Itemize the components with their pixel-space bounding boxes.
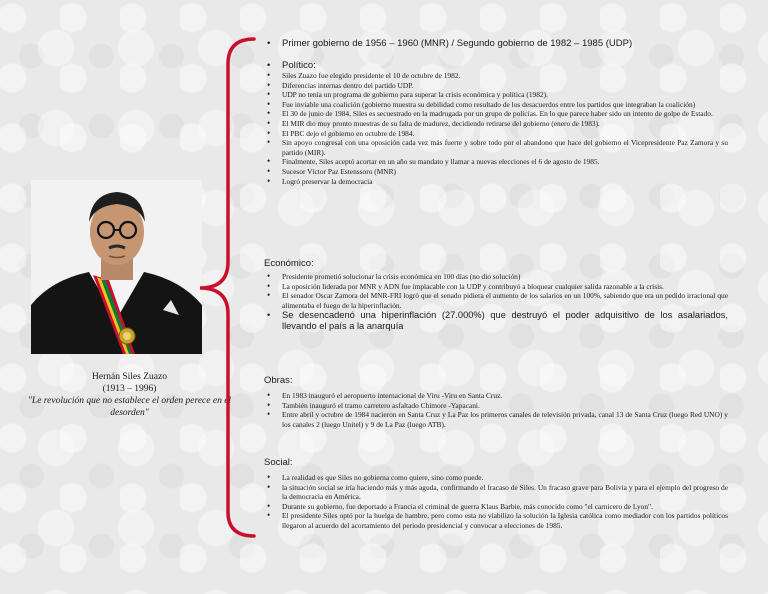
politico-title: • Político: xyxy=(258,60,728,71)
politico-item: • UDP no tenía un programa de gobierno para superar la crisis económica y política (1982). xyxy=(258,90,728,100)
politico-list xyxy=(258,71,728,186)
obras-section xyxy=(258,375,728,429)
social-item: • La realidad es que Siles no gobierna como quiere, sino como puede. xyxy=(258,473,728,483)
economico-list xyxy=(258,272,728,332)
economico-section xyxy=(258,258,728,332)
economico-title: Económico: xyxy=(264,258,314,269)
obras-item: • También inauguró el tramo carretero asfaltado Chimore -Yapacani. xyxy=(258,401,728,411)
politico-item: • El PBC dejo el gobierno en octubre de 1984. xyxy=(258,129,728,139)
politico-item: • Fue inviable una coalición (gobierno muestra su debilidad como resultado de los desacuerdos entre los partidos que integraban la coalición) xyxy=(258,100,728,110)
person-quote: "Le revolución que no establece el orden perece en el desorden" xyxy=(27,396,232,418)
politico-item: • Diferencias internas dentro del partido UDP. xyxy=(258,81,728,91)
politico-item: • El 30 de junio de 1984, Siles es secuestrado en la madrugada por un grupo de policías. En lo que parece haber sido un intento de golpe de Estado. xyxy=(258,109,728,119)
social-list xyxy=(258,473,728,531)
politico-item: • Sucesor Víctor Paz Estenssoro (MNR) xyxy=(258,167,728,177)
politico-section xyxy=(258,60,728,186)
economico-item: • Se desencadenó una hiperinflación (27.000%) que destruyó el poder adquisitivo de los asalariados, llevando el país a la anarquía xyxy=(258,310,728,332)
obras-list xyxy=(258,391,728,429)
obras-item: • En 1983 inauguró el aeropuerto internacional de Viru -Viru en Santa Cruz. xyxy=(258,391,728,401)
politico-item: • Sin apoyo congresal con una oposición cada vez más fuerte y sobre todo por el abandono que hace del gobierno el Vicepresidente Paz Zamora y su partido (MIR). xyxy=(258,138,728,157)
person-years: (1913 – 1996) xyxy=(102,384,157,394)
social-item: • la situación social se iría haciendo más y más aguda, confirmando el fracaso de Siles. Un fracaso grave para Bolivia y para el ejemplo del progreso de la democracia en América. xyxy=(258,483,728,502)
economico-item: • La oposición liderada por MNR y ADN fue implacable con la UDP y contribuyó a bloquear cualquier salida razonable a la crisis. xyxy=(258,282,728,292)
social-item: • Durante su gobierno, fue deportado a Francia el criminal de guerra Klaus Barbie, más conocido como "el carnicero de Lyon". xyxy=(258,502,728,512)
politico-item: • Siles Zuazo fue elegido presidente el 10 de octubre de 1982. xyxy=(258,71,728,81)
politico-item: • Logró preservar la democracia xyxy=(258,177,728,187)
person-name: Hernán Siles Zuazo xyxy=(92,372,167,382)
social-title: Social: xyxy=(264,457,293,468)
politico-item: • Finalmente, Siles aceptó acortar en un año su mandato y llamar a nuevas elecciones el 6 de agosto de 1985. xyxy=(258,157,728,167)
obras-item: • Entre abril y octubre de 1984 nacieron en Santa Cruz y La Paz los primeros canales de televisión privada, canal 13 de Santa Cruz (luego Red UNO) y los canales 2 (luego Unitel) y 9 de La Paz (luego ATB). xyxy=(258,410,728,429)
social-item: • El presidente Siles optó por la huelga de hambre, pero como esta no viabilizo la solución la Iglesia católica como mediador con los partidos políticos llegaron al acuerdo del acortamiento del periodo presidencial y convocar a elecciones de 1985. xyxy=(258,511,728,530)
economico-item: • Presidente prometió solucionar la crisis económica en 100 días (no dio solución) xyxy=(258,272,728,282)
portrait-photo xyxy=(31,180,202,354)
term-block xyxy=(258,38,728,49)
brace-bracket xyxy=(190,34,260,540)
obras-title: Obras: xyxy=(264,375,293,386)
social-section xyxy=(258,457,728,531)
economico-item: • El senador Oscar Zamora del MNR-FRI logró que el senado pidiera el aumento de los salarios en un 100%, sabiendo que era un pedido irracional que alimentaba el fuego de la hiperinflación. xyxy=(258,291,728,310)
term-line: • Primer gobierno de 1956 – 1960 (MNR) / Segundo gobierno de 1982 – 1985 (UDP) xyxy=(258,38,728,49)
politico-item: • El MIR dio muy pronto muestras de su falta de madurez, decidiendo retirarse del gobierno (enero de 1983). xyxy=(258,119,728,129)
